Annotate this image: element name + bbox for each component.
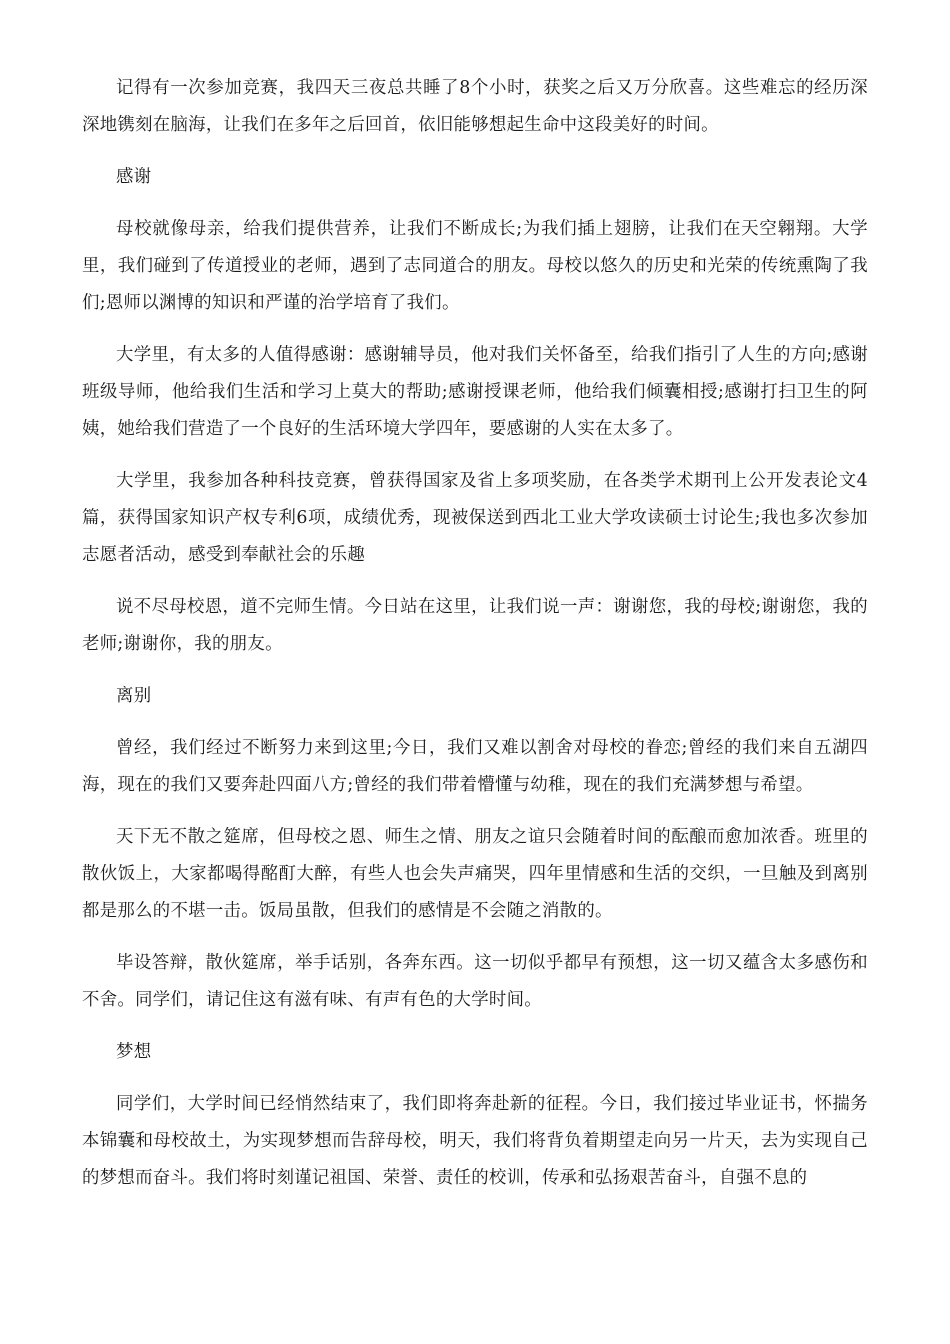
paragraph-new-journey: 同学们，大学时间已经悄然结束了，我们即将奔赴新的征程。今日，我们接过毕业证书，怀揣务本锦囊和母校故土，为实现梦想而告辞母校，明天，我们将背负着期望走向另一片天，去为实现自己的梦想而奋斗。我们将时刻谨记祖国、荣誉、责任的校训，传承和弘扬艰苦奋斗，自强不息的 — [82, 1094, 868, 1188]
paragraph-banquet: 天下无不散之筵席，但母校之恩、师生之情、朋友之谊只会随着时间的酝酿而愈加浓香。班里的散伙饭上，大家都喝得酩酊大醉，有些人也会失声痛哭，四年里情感和生活的交织，一旦触及到离别都是那么的不堪一击。饭局虽散，但我们的感情是不会随之消散的。 — [82, 827, 868, 921]
paragraph-competition-memory: 记得有一次参加竞赛，我四天三夜总共睡了8个小时，获奖之后又万分欣喜。这些难忘的经历深深地镌刻在脑海，让我们在多年之后回首，依旧能够想起生命中这段美好的时间。 — [82, 78, 868, 135]
paragraph-achievements: 大学里，我参加各种科技竞赛，曾获得国家及省上多项奖励，在各类学术期刊上公开发表论文4篇，获得国家知识产权专利6项，成绩优秀，现被保送到西北工业大学攻读硕士讨论生;我也多次参加志愿者活动，感受到奉献社会的乐趣 — [82, 471, 868, 565]
paragraph-graduation-defense: 毕设答辩，散伙筵席，举手话别，各奔东西。这一切似乎都早有预想，这一切又蕴含太多感伤和不舍。同学们，请记住这有滋有味、有声有色的大学时间。 — [82, 953, 868, 1010]
section-heading-thanks: 感谢 — [116, 167, 152, 187]
document-page — [82, 70, 868, 1212]
paragraph-gratitude-list: 大学里，有太多的人值得感谢：感谢辅导员，他对我们关怀备至，给我们指引了人生的方向;感谢班级导师，他给我们生活和学习上莫大的帮助;感谢授课老师，他给我们倾囊相授;感谢打扫卫生的阿姨，她给我们营造了一个良好的生活环境大学四年，要感谢的人实在太多了。 — [82, 345, 868, 439]
paragraph-thank-you: 说不尽母校恩，道不完师生情。今日站在这里，让我们说一声：谢谢您，我的母校;谢谢您，我的老师;谢谢你，我的朋友。 — [82, 597, 868, 654]
paragraph-once-upon: 曾经，我们经过不断努力来到这里;今日，我们又难以割舍对母校的眷恋;曾经的我们来自五湖四海，现在的我们又要奔赴四面八方;曾经的我们带着懵懂与幼稚，现在的我们充满梦想与希望。 — [82, 738, 868, 795]
section-heading-farewell: 离别 — [116, 686, 152, 706]
paragraph-alma-mater: 母校就像母亲，给我们提供营养，让我们不断成长;为我们插上翅膀，让我们在天空翱翔。大学里，我们碰到了传道授业的老师，遇到了志同道合的朋友。母校以悠久的历史和光荣的传统熏陶了我们;恩师以渊博的知识和严谨的治学培育了我们。 — [82, 219, 868, 313]
section-heading-dream: 梦想 — [116, 1042, 152, 1062]
